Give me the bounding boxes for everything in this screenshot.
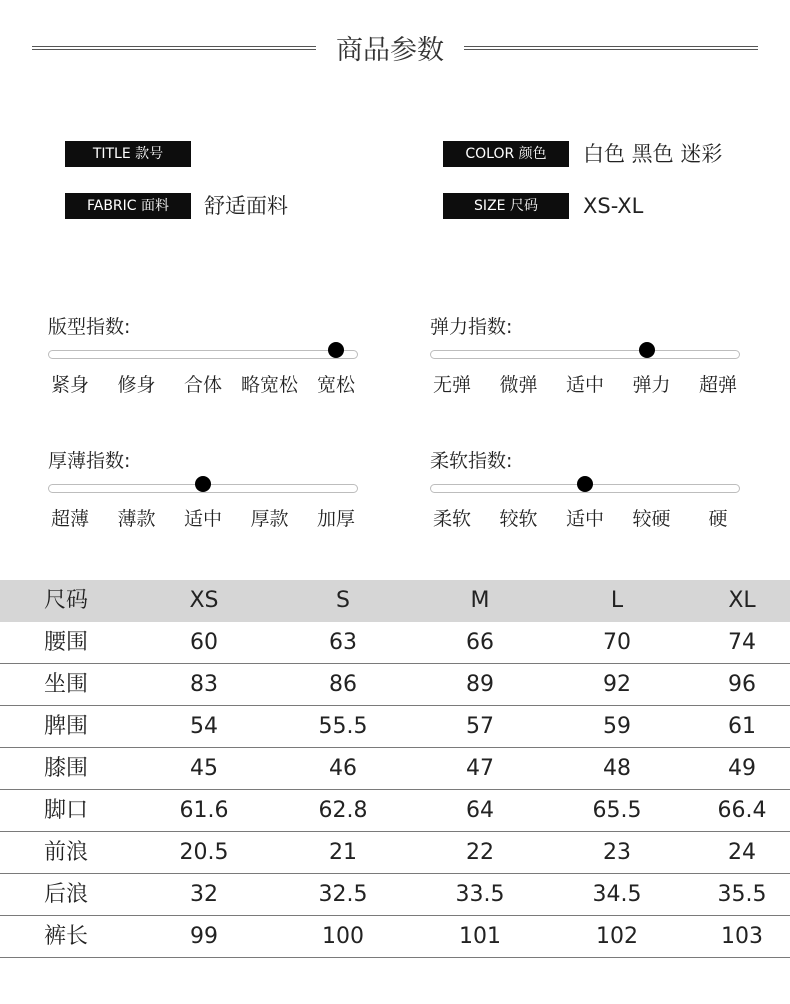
table-row [0, 622, 790, 664]
stretch-index-label: 超弹 [698, 374, 738, 396]
table-cell: 92 [603, 672, 631, 697]
table-cell: 66.4 [717, 798, 767, 823]
row-label-cell: 裤长 [43, 924, 89, 949]
thickness-index-label: 超薄 [50, 508, 90, 530]
table-header-cell: XS [189, 588, 219, 613]
table-cell: 57 [466, 714, 494, 739]
table-row [0, 916, 790, 958]
table-row [0, 832, 790, 874]
stretch-index-label: 适中 [565, 374, 605, 396]
table-cell: 24 [728, 840, 756, 865]
table-cell: 64 [466, 798, 494, 823]
table-header-cell: XL [728, 588, 756, 613]
table-cell: 20.5 [179, 840, 229, 865]
table-cell: 32.5 [318, 882, 368, 907]
fit-index-label: 略宽松 [240, 374, 299, 396]
table-cell: 59 [603, 714, 631, 739]
table-cell: 33.5 [455, 882, 505, 907]
thickness-index-label: 厚款 [250, 508, 289, 530]
table-header-cell: M [470, 588, 490, 613]
table-cell: 96 [728, 672, 756, 697]
table-cell: 32 [190, 882, 218, 907]
section-title: 商品参数 [336, 35, 444, 66]
fit-index-label: 修身 [117, 374, 156, 396]
table-cell: 46 [329, 756, 357, 781]
fit-index-label: 紧身 [50, 374, 90, 396]
stretch-index-label: 微弹 [499, 374, 538, 396]
row-label-cell: 腰围 [43, 630, 89, 655]
row-label-cell: 膝围 [43, 756, 89, 781]
title-tag: TITLE 款号 [65, 141, 191, 167]
size-value: XS-XL [583, 194, 644, 218]
table-header-cell: L [610, 588, 624, 613]
fit-index-label: 宽松 [316, 374, 356, 396]
table-cell: 61 [728, 714, 756, 739]
table-cell: 100 [322, 924, 364, 949]
table-cell: 101 [459, 924, 501, 949]
table-cell: 70 [603, 630, 631, 655]
row-label-cell: 脾围 [43, 714, 89, 739]
table-cell: 66 [466, 630, 494, 655]
table-header-row [0, 580, 790, 622]
stretch-index-marker [639, 342, 655, 358]
softness-index-label: 较硬 [632, 508, 671, 530]
fabric-tag: FABRIC 面料 [65, 193, 191, 219]
size-table [0, 580, 790, 958]
fit-index-label: 合体 [183, 374, 223, 396]
stretch-index-label: 无弹 [432, 374, 472, 396]
header-divider-right [464, 46, 758, 50]
table-cell: 21 [329, 840, 357, 865]
table-header-cell: S [336, 588, 350, 613]
fit-index-track [48, 350, 358, 359]
stretch-index-track [430, 350, 740, 359]
table-row [0, 664, 790, 706]
stretch-index-title: 弹力指数: [430, 316, 513, 338]
table-cell: 89 [466, 672, 494, 697]
table-row [0, 874, 790, 916]
fit-index-title: 版型指数: [48, 316, 131, 338]
table-cell: 61.6 [179, 798, 229, 823]
softness-index-label: 适中 [565, 508, 605, 530]
table-cell: 47 [466, 756, 494, 781]
table-cell: 63 [329, 630, 357, 655]
table-cell: 62.8 [318, 798, 368, 823]
table-cell: 54 [190, 714, 218, 739]
size-tag: SIZE 尺码 [443, 193, 569, 219]
table-row [0, 748, 790, 790]
softness-index-label: 硬 [708, 508, 728, 530]
table-cell: 48 [603, 756, 631, 781]
thickness-index-title: 厚薄指数: [48, 450, 131, 472]
softness-index-title: 柔软指数: [430, 450, 513, 472]
table-cell: 49 [728, 756, 756, 781]
table-row [0, 790, 790, 832]
header-divider-left [32, 46, 316, 50]
table-cell: 83 [190, 672, 218, 697]
thickness-index-label: 加厚 [316, 508, 356, 530]
table-cell: 99 [190, 924, 218, 949]
table-cell: 74 [728, 630, 756, 655]
thickness-index-label: 薄款 [117, 508, 156, 530]
row-label-cell: 脚口 [43, 798, 89, 823]
row-label-cell: 后浪 [43, 882, 89, 907]
table-cell: 34.5 [592, 882, 642, 907]
table-cell: 23 [603, 840, 631, 865]
softness-index-label: 柔软 [432, 508, 472, 530]
row-label-cell: 前浪 [43, 840, 89, 865]
table-header-cell: 尺码 [43, 588, 89, 613]
table-cell: 86 [329, 672, 357, 697]
row-label-cell: 坐围 [43, 672, 89, 697]
table-cell: 35.5 [717, 882, 767, 907]
table-row [0, 706, 790, 748]
table-cell: 60 [190, 630, 218, 655]
table-cell: 65.5 [592, 798, 642, 823]
table-cell: 102 [596, 924, 638, 949]
thickness-index-marker [195, 476, 211, 492]
thickness-index-label: 适中 [183, 508, 223, 530]
color-tag: COLOR 颜色 [443, 141, 569, 167]
color-value: 白色 黑色 迷彩 [583, 142, 723, 166]
softness-index-marker [577, 476, 593, 492]
table-cell: 45 [190, 756, 218, 781]
stretch-index-label: 弹力 [632, 374, 671, 396]
table-cell: 103 [721, 924, 763, 949]
section-header [0, 22, 790, 72]
fabric-value: 舒适面料 [204, 194, 288, 218]
table-cell: 55.5 [318, 714, 368, 739]
softness-index-label: 较软 [499, 508, 538, 530]
table-cell: 22 [466, 840, 494, 865]
